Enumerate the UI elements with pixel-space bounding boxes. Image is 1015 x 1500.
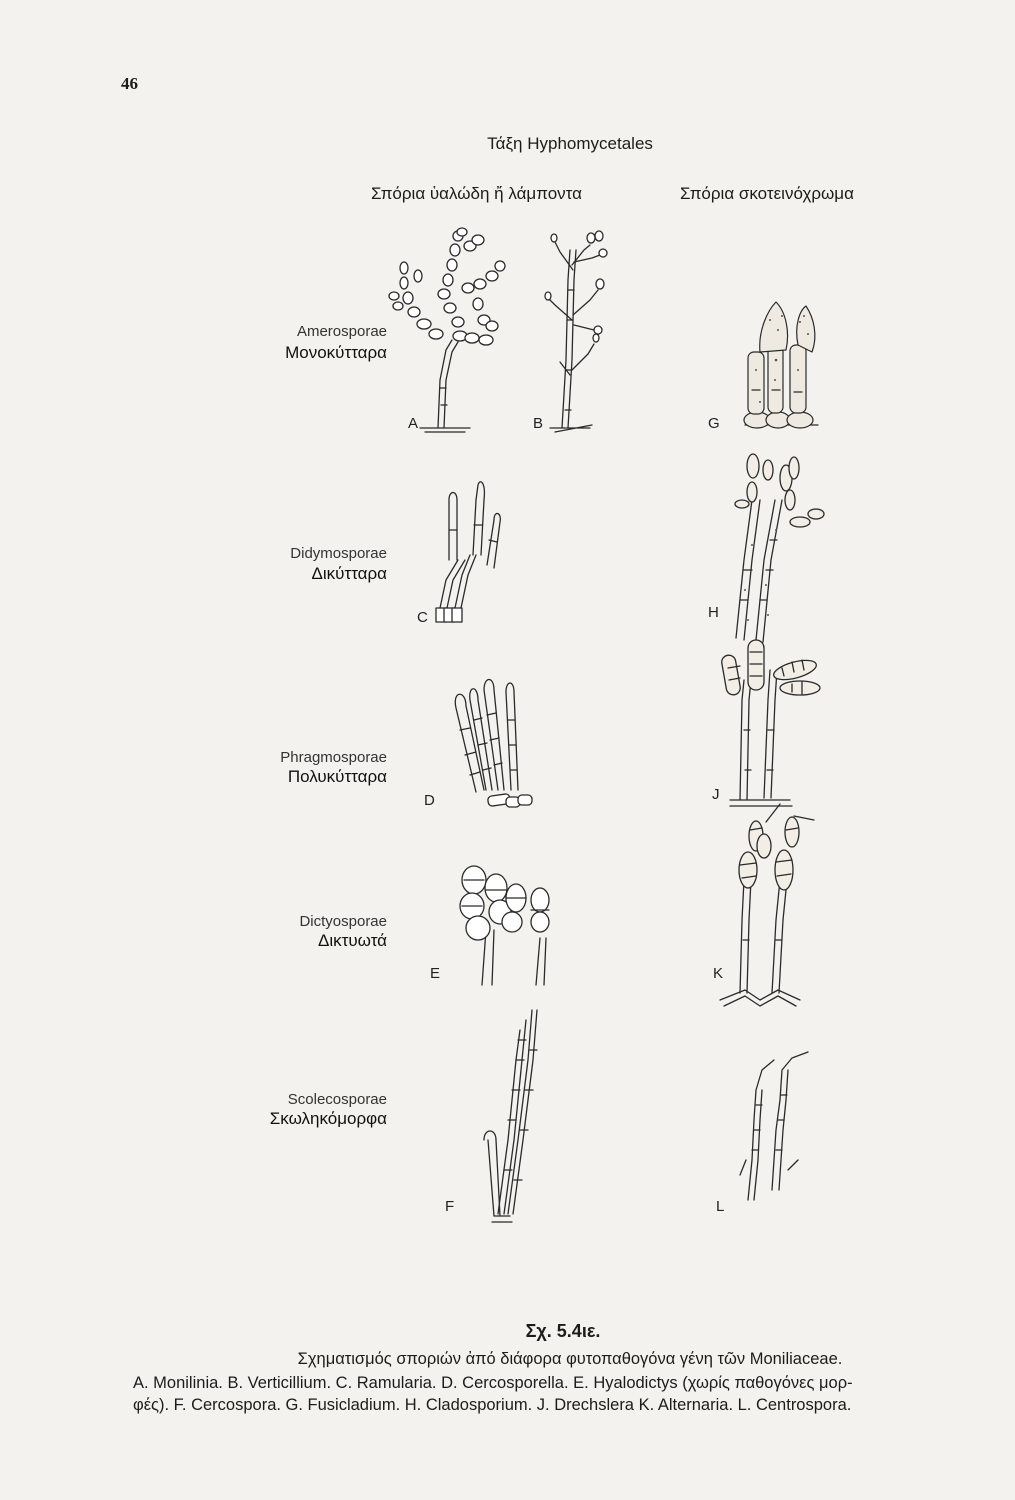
- label-e: E: [430, 965, 441, 982]
- column-header-hyaline: Σπόρια ὑαλώδη ἤ λάμποντα: [371, 184, 582, 203]
- label-j: J: [712, 786, 720, 803]
- label-h: H: [708, 604, 719, 621]
- row-greek-dictyosporae: Δικτυωτά: [318, 931, 387, 950]
- row-latin-amerosporae: Amerosporae: [296, 323, 387, 340]
- caption-line-2: A. Monilinia. B. Verticillium. C. Ramularia. D. Cercosporella. E. Hyalodictys (χωρίς παθογόνες μορ-: [133, 1374, 853, 1392]
- row-latin-didymosporae: Didymosporae: [290, 545, 387, 562]
- label-f: F: [445, 1198, 455, 1215]
- row-greek-didymosporae: Δικύτταρα: [311, 564, 387, 583]
- caption-line-3: φές). F. Cercospora. G. Fusicladium. H. Cladosporium. J. Drechslera K. Alternaria. L. Centrospora.: [133, 1396, 852, 1414]
- drawing-g-fusicladium: [744, 302, 818, 428]
- label-l: L: [716, 1198, 725, 1215]
- drawing-j-drechslera: [721, 640, 820, 806]
- row-greek-phragmosporae: Πολυκύτταρα: [287, 767, 387, 786]
- label-g: G: [708, 415, 720, 432]
- drawing-e-hyalodictys: [460, 866, 549, 985]
- drawing-k-alternaria: [720, 804, 814, 1006]
- label-b: B: [533, 415, 544, 432]
- figure-title: Τάξη Hyphomycetales: [487, 134, 653, 153]
- column-header-dark: Σπόρια σκοτεινόχρωμα: [680, 184, 854, 203]
- caption-line-1: Σχηματισμός σποριών ἀπό διάφορα φυτοπαθογόνα γένη τῶν Moniliaceae.: [297, 1350, 843, 1368]
- label-c: C: [417, 609, 428, 626]
- label-d: D: [424, 792, 435, 809]
- row-greek-scolecosporae: Σκωληκόμορφα: [269, 1109, 387, 1128]
- row-latin-dictyosporae: Dictyosporae: [299, 913, 387, 930]
- label-a: A: [408, 415, 419, 432]
- label-k: K: [713, 965, 724, 982]
- figure-number: Σχ. 5.4ιε.: [525, 1321, 601, 1341]
- row-latin-scolecosporae: Scolecosporae: [287, 1091, 387, 1108]
- drawing-a-monilinia: [389, 228, 505, 432]
- row-greek-amerosporae: Μονοκύτταρα: [285, 343, 387, 362]
- drawing-c-ramularia: [436, 482, 500, 622]
- drawing-b-verticillium: [545, 231, 607, 432]
- drawing-d-cercosporella: [455, 680, 532, 808]
- page-number: 46: [121, 74, 138, 93]
- drawing-h-cladosporium: [735, 454, 824, 642]
- drawing-f-cercospora: [484, 1010, 537, 1222]
- drawing-l-centrospora: [740, 1052, 808, 1200]
- row-latin-phragmosporae: Phragmosporae: [280, 749, 387, 766]
